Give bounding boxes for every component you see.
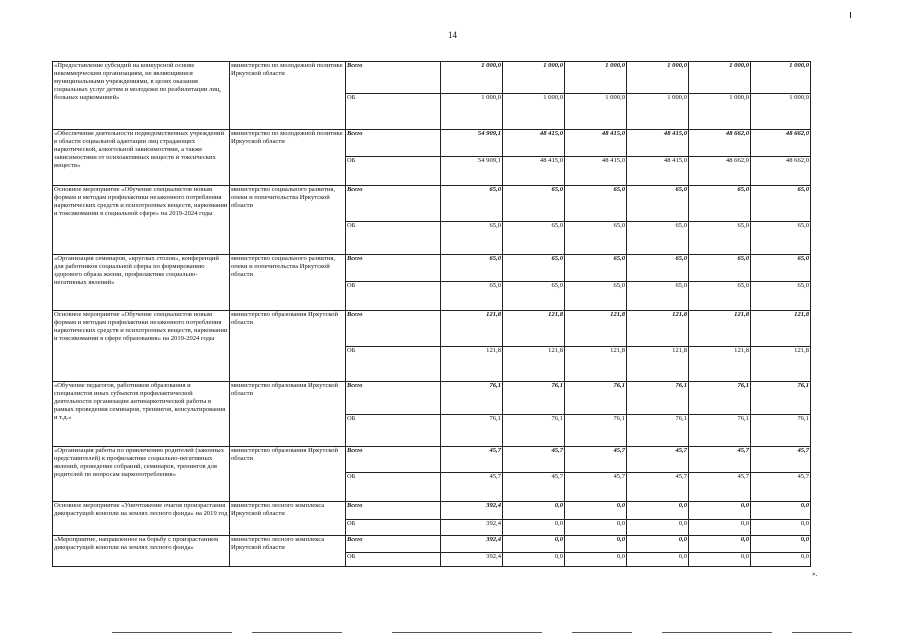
total-amount-cell: 65,0 [689, 186, 751, 222]
table-row-total [53, 62, 811, 94]
total-amount-cell: 121,8 [441, 311, 503, 347]
total-amount-cell: 76,1 [441, 382, 503, 415]
total-amount-cell: 65,0 [503, 255, 565, 282]
ob-amount-cell: 121,8 [751, 347, 811, 382]
ob-amount-cell: 45,7 [689, 473, 751, 502]
total-amount-cell: 76,1 [565, 382, 627, 415]
total-amount-cell: 76,1 [503, 382, 565, 415]
total-amount-cell: 65,0 [689, 255, 751, 282]
total-amount-cell: 0,0 [689, 536, 751, 553]
responsible-executor-cell: министерство образования Иркутской области [230, 447, 346, 502]
ob-amount-cell: 76,1 [565, 415, 627, 447]
ob-amount-cell: 65,0 [751, 222, 811, 255]
total-amount-cell: 0,0 [751, 502, 811, 520]
ob-amount-cell: 0,0 [565, 520, 627, 536]
total-amount-cell: 121,8 [751, 311, 811, 347]
total-amount-cell: 0,0 [503, 536, 565, 553]
responsible-executor-cell: министерство социального развития, опеки и попечительства Иркутской области [230, 186, 346, 255]
table-row-total [53, 186, 811, 222]
ob-amount-cell: 0,0 [751, 553, 811, 567]
funding-source-ob-label: ОБ [346, 415, 441, 447]
total-amount-cell: 65,0 [503, 186, 565, 222]
total-amount-cell: 45,7 [441, 447, 503, 473]
ob-amount-cell: 65,0 [689, 282, 751, 311]
ob-amount-cell: 76,1 [627, 415, 689, 447]
total-amount-cell: 48 415,0 [565, 130, 627, 157]
measure-name-cell: «Организация семинаров, «круглых столов», конференций для работников социальной сферы по формированию здорового образа жизни, профилактике социально-негативных явлений» [53, 255, 230, 311]
ob-amount-cell: 0,0 [751, 520, 811, 536]
responsible-executor-cell: министерство образования Иркутской области [230, 311, 346, 382]
measure-name-cell: Основное мероприятие «Уничтожение очагов произрастания дикорастущей конопли на землях лесного фонда» на 2019 год [53, 502, 230, 536]
table-row-total [53, 130, 811, 157]
ob-amount-cell: 121,8 [689, 347, 751, 382]
funding-source-total-label: Всего [346, 62, 441, 94]
total-amount-cell: 65,0 [565, 255, 627, 282]
total-amount-cell: 45,7 [689, 447, 751, 473]
ob-amount-cell: 45,7 [503, 473, 565, 502]
total-amount-cell: 1 000,0 [751, 62, 811, 94]
total-amount-cell: 65,0 [441, 255, 503, 282]
table-row-total [53, 447, 811, 473]
total-amount-cell: 54 909,1 [441, 130, 503, 157]
ob-amount-cell: 0,0 [565, 553, 627, 567]
table-row-total [53, 255, 811, 282]
total-amount-cell: 45,7 [627, 447, 689, 473]
funding-source-ob-label: ОБ [346, 473, 441, 502]
ob-amount-cell: 392,4 [441, 520, 503, 536]
funding-source-ob-label: ОБ [346, 157, 441, 186]
total-amount-cell: 121,8 [503, 311, 565, 347]
total-amount-cell: 48 662,0 [689, 130, 751, 157]
measure-name-cell: «Обеспечение деятельности подведомственных учреждений в области социальной адаптации лиц страдающих наркотической, алкогольной зависимостями, а также зависимостями от психоактивных веществ и токсических веществ» [53, 130, 230, 186]
ob-amount-cell: 1 000,0 [751, 94, 811, 130]
total-amount-cell: 1 000,0 [627, 62, 689, 94]
ob-amount-cell: 76,1 [441, 415, 503, 447]
funding-source-total-label: Всего [346, 186, 441, 222]
ob-amount-cell: 392,4 [441, 553, 503, 567]
ob-amount-cell: 1 000,0 [627, 94, 689, 130]
ob-amount-cell: 1 000,0 [441, 94, 503, 130]
ob-amount-cell: 45,7 [441, 473, 503, 502]
page-number: 14 [448, 30, 457, 40]
total-amount-cell: 65,0 [751, 255, 811, 282]
ob-amount-cell: 65,0 [627, 222, 689, 255]
budget-table [52, 61, 811, 567]
total-amount-cell: 0,0 [503, 502, 565, 520]
funding-source-total-label: Всего [346, 447, 441, 473]
ob-amount-cell: 76,1 [689, 415, 751, 447]
measure-name-cell: Основное мероприятие «Обучение специалистов новым формам и методам профилактики незаконного потребления наркотических средств и психотропных веществ, наркомании и токсикомании в социальной сфере» на 2019-2024 годы [53, 186, 230, 255]
ob-amount-cell: 121,8 [627, 347, 689, 382]
ob-amount-cell: 121,8 [441, 347, 503, 382]
total-amount-cell: 0,0 [627, 536, 689, 553]
measure-name-cell: «Предоставление субсидий на конкурсной основе некоммерческим организациям, не являющимися муниципальными учреждениями, в целях оказания социальных услуг детям и молодежи по реабилитации лиц, больных наркоманией» [53, 62, 230, 130]
ob-amount-cell: 1 000,0 [689, 94, 751, 130]
total-amount-cell: 48 415,0 [503, 130, 565, 157]
total-amount-cell: 65,0 [627, 186, 689, 222]
ob-amount-cell: 45,7 [565, 473, 627, 502]
ob-amount-cell: 0,0 [503, 520, 565, 536]
funding-source-ob-label: ОБ [346, 94, 441, 130]
total-amount-cell: 1 000,0 [565, 62, 627, 94]
total-amount-cell: 45,7 [503, 447, 565, 473]
total-amount-cell: 392,4 [441, 536, 503, 553]
responsible-executor-cell: министерство по молодежной политике Иркутской области [230, 130, 346, 186]
ob-amount-cell: 65,0 [565, 222, 627, 255]
total-amount-cell: 65,0 [565, 186, 627, 222]
funding-source-total-label: Всего [346, 130, 441, 157]
total-amount-cell: 48 662,0 [751, 130, 811, 157]
total-amount-cell: 0,0 [689, 502, 751, 520]
ob-amount-cell: 121,8 [565, 347, 627, 382]
total-amount-cell: 0,0 [565, 536, 627, 553]
ob-amount-cell: 0,0 [689, 520, 751, 536]
ob-amount-cell: 48 415,0 [565, 157, 627, 186]
funding-source-ob-label: ОБ [346, 282, 441, 311]
total-amount-cell: 121,8 [627, 311, 689, 347]
total-amount-cell: 1 000,0 [689, 62, 751, 94]
ob-amount-cell: 76,1 [751, 415, 811, 447]
ob-amount-cell: 65,0 [689, 222, 751, 255]
ob-amount-cell: 0,0 [627, 520, 689, 536]
funding-source-total-label: Всего [346, 502, 441, 520]
ob-amount-cell: 48 415,0 [503, 157, 565, 186]
ob-amount-cell: 65,0 [565, 282, 627, 311]
table-row-total [53, 536, 811, 553]
ob-amount-cell: 65,0 [751, 282, 811, 311]
ob-amount-cell: 45,7 [627, 473, 689, 502]
ob-amount-cell: 45,7 [751, 473, 811, 502]
total-amount-cell: 65,0 [751, 186, 811, 222]
funding-source-ob-label: ОБ [346, 520, 441, 536]
ob-amount-cell: 1 000,0 [503, 94, 565, 130]
total-amount-cell: 45,7 [751, 447, 811, 473]
total-amount-cell: 392,4 [441, 502, 503, 520]
ob-amount-cell: 0,0 [689, 553, 751, 567]
total-amount-cell: 0,0 [565, 502, 627, 520]
total-amount-cell: 1 000,0 [441, 62, 503, 94]
total-amount-cell: 76,1 [689, 382, 751, 415]
table-row-total [53, 382, 811, 415]
ob-amount-cell: 48 662,0 [689, 157, 751, 186]
funding-source-total-label: Всего [346, 382, 441, 415]
total-amount-cell: 45,7 [565, 447, 627, 473]
total-amount-cell: 121,8 [565, 311, 627, 347]
total-amount-cell: 48 415,0 [627, 130, 689, 157]
responsible-executor-cell: министерство по молодежной политике Иркутской области [230, 62, 346, 130]
funding-source-total-label: Всего [346, 536, 441, 553]
funding-source-ob-label: ОБ [346, 553, 441, 567]
measure-name-cell: «Мероприятие, направленное на борьбу с произрастанием дикорастущей конопли на землях лесного фонда» [53, 536, 230, 567]
total-amount-cell: 0,0 [627, 502, 689, 520]
funding-source-ob-label: ОБ [346, 222, 441, 255]
total-amount-cell: 65,0 [627, 255, 689, 282]
responsible-executor-cell: министерство лесного комплекса Иркутской области [230, 536, 346, 567]
closing-quote: ». [812, 570, 818, 578]
funding-source-ob-label: ОБ [346, 347, 441, 382]
total-amount-cell: 1 000,0 [503, 62, 565, 94]
total-amount-cell: 76,1 [627, 382, 689, 415]
total-amount-cell: 121,8 [689, 311, 751, 347]
ob-amount-cell: 65,0 [627, 282, 689, 311]
ob-amount-cell: 65,0 [441, 282, 503, 311]
ob-amount-cell: 65,0 [503, 222, 565, 255]
measure-name-cell: Основное мероприятие «Обучение специалистов новым формам и методам профилактики незаконного потребления наркотических средств и психотропных веществ, наркомании и токсикомании в сфере образования» на 2019-2024 годы [53, 311, 230, 382]
responsible-executor-cell: министерство образования Иркутской области [230, 382, 346, 447]
responsible-executor-cell: министерство лесного комплекса Иркутской области [230, 502, 346, 536]
total-amount-cell: 0,0 [751, 536, 811, 553]
funding-source-total-label: Всего [346, 311, 441, 347]
scan-edge [52, 632, 862, 633]
ob-amount-cell: 1 000,0 [565, 94, 627, 130]
ob-amount-cell: 54 909,1 [441, 157, 503, 186]
ob-amount-cell: 65,0 [503, 282, 565, 311]
funding-source-total-label: Всего [346, 255, 441, 282]
total-amount-cell: 76,1 [751, 382, 811, 415]
ob-amount-cell: 121,8 [503, 347, 565, 382]
table-row-total [53, 311, 811, 347]
ob-amount-cell: 0,0 [503, 553, 565, 567]
margin-tick [850, 12, 851, 18]
table-row-total [53, 502, 811, 520]
ob-amount-cell: 48 662,0 [751, 157, 811, 186]
responsible-executor-cell: министерство социального развития, опеки и попечительства Иркутской области [230, 255, 346, 311]
total-amount-cell: 65,0 [441, 186, 503, 222]
ob-amount-cell: 48 415,0 [627, 157, 689, 186]
measure-name-cell: «Организация работы по привлечению родителей (законных представителей) к профилактике социально-негативных явлений, проведение собраний, семинаров, тренингов для родителей по вопросам наркопотребления» [53, 447, 230, 502]
ob-amount-cell: 76,1 [503, 415, 565, 447]
ob-amount-cell: 0,0 [627, 553, 689, 567]
ob-amount-cell: 65,0 [441, 222, 503, 255]
measure-name-cell: «Обучение педагогов, работников образования и специалистов иных субъектов профилактической деятельности организации антинаркотической работы в рамках проведения семинаров, тренингов, консультирования и т.д.» [53, 382, 230, 447]
